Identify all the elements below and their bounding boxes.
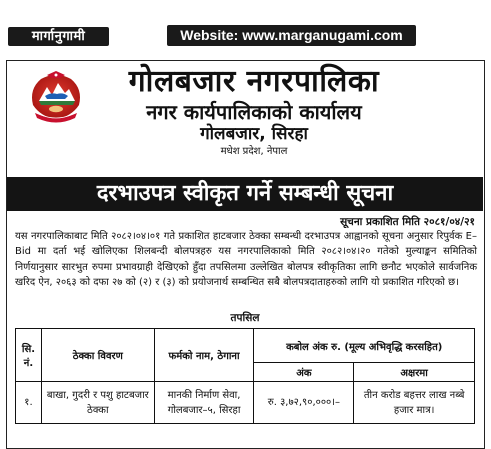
province-country: मधेश प्रदेश, नेपाल xyxy=(220,146,288,157)
brand-logo: मार्गानुगामी xyxy=(8,27,109,46)
row-sn: १. xyxy=(16,382,42,424)
municipality-name: गोलबजार नगरपालिका xyxy=(128,64,380,99)
publish-date: सूचना प्रकाशित मिति २०८१/०४/२१ xyxy=(340,216,475,228)
office-name: नगर कार्यपालिकाको कार्यालय xyxy=(146,100,362,124)
table-row xyxy=(16,382,475,424)
table-header-row xyxy=(16,329,475,363)
notice-title: दरभाउपत्र स्वीकृत गर्ने सम्बन्धी सूचना xyxy=(7,177,483,211)
notice-card xyxy=(6,60,485,449)
row-amount-figures: रु. ३,७२,९०,०००।– xyxy=(254,382,354,424)
nepal-emblem-icon xyxy=(27,71,85,123)
notice-body: यस नगरपालिकाबाट मिति २०८२।०४।०१ गते प्रकाशित हाटबजार ठेक्का सम्बन्धी दरभाउपत्र आह्वानको सूचना अनुसार रिपुर्वक E–Bid मा दर्ता भई खोलिएका शिलबन्दी बोलपत्रहरु यस नगरपालिकाको मिति २०८२।०४।२० गतेको मुल्याङ्कन समितिको निर्णयानुसार सारभुत रुपमा प्रभावग्राही देखिएको हुँदा तपसिलमा उल्लेखित बोलपत्र स्वीकृतिका लागि छनौट भएकोले सार्वजनिक खरिद ऐन, २०६३ को दफा २७ को (२) र (३) को प्रयोजनार्थ सम्बन्धित सबै बोलपत्रदाताहरुको लागि यो प्रकाशित गरिएको छ। xyxy=(15,231,477,289)
header-amount-words: अक्षरमा xyxy=(354,363,475,382)
header-amount-figures: अंक xyxy=(254,363,354,382)
row-amount-words: तीन करोड बहत्तर लाख नब्बे हजार मात्र। xyxy=(354,382,475,424)
header-amount-group: कबोल अंक रु. (मूल्य अभिवृद्धि करसहित) xyxy=(254,329,475,363)
row-description: बाखा, गुदरी र पशु हाटबजार ठेक्का xyxy=(41,382,154,424)
details-label: तपसिल xyxy=(230,312,260,324)
website-banner[interactable]: Website: www.marganugami.com xyxy=(167,25,416,46)
office-place: गोलबजार, सिरहा xyxy=(200,124,308,144)
header-description: ठेक्का विवरण xyxy=(41,329,154,382)
row-firm: मानकी निर्माण सेवा, गोलबजार–५, सिरहा xyxy=(154,382,254,424)
header-sn: सि. नं. xyxy=(16,329,42,382)
header-firm: फर्मको नाम, ठेगाना xyxy=(154,329,254,382)
bid-table xyxy=(15,328,475,424)
top-strip xyxy=(0,0,491,52)
